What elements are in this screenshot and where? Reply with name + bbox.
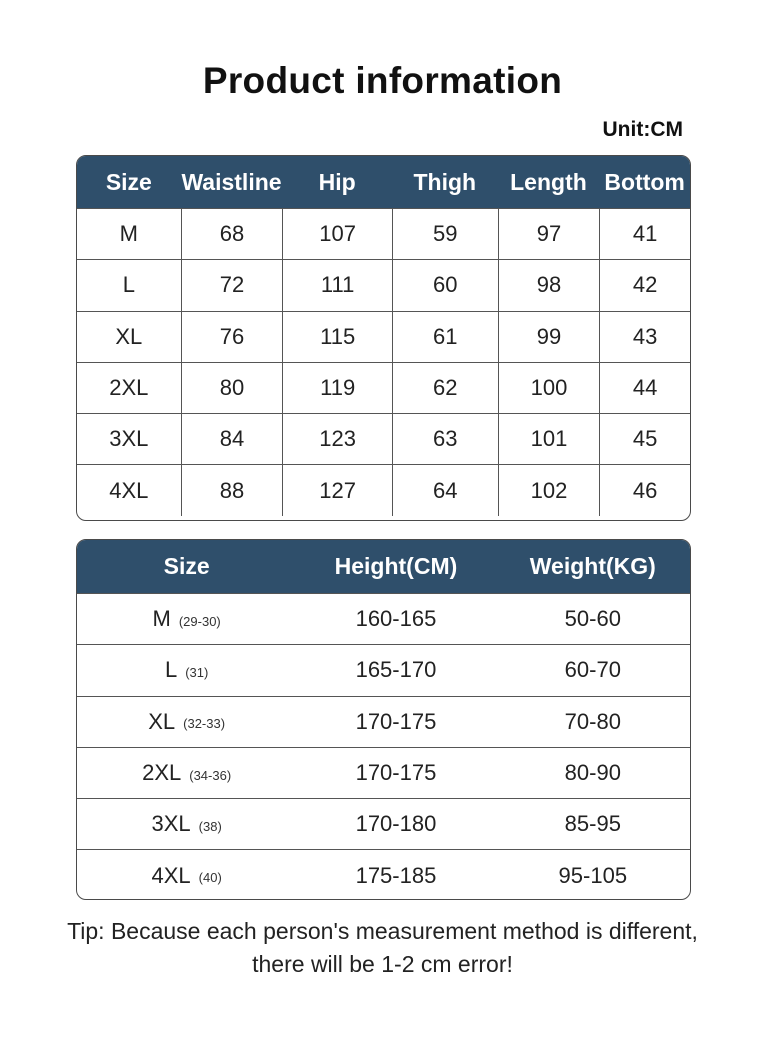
cell-size: 3XL (109, 426, 149, 452)
cell-length: 102 (498, 465, 600, 515)
table-row (77, 413, 690, 464)
cell-length: 100 (498, 363, 600, 413)
table-row (77, 747, 690, 798)
tip-line-2: there will be 1-2 cm error! (252, 951, 513, 977)
cell-height: 165-170 (355, 657, 437, 683)
size-note: (29-30) (178, 613, 221, 629)
cell-weight: 80-90 (564, 760, 621, 786)
size-label: XL (148, 708, 176, 734)
cell-weight: 95-105 (558, 862, 628, 888)
size-label: 2XL (142, 760, 182, 786)
header-thigh: Thigh (413, 168, 477, 195)
header-size: Size (105, 168, 152, 195)
size-label: 4XL (151, 862, 191, 888)
size-note: (40) (198, 870, 222, 886)
cell-size (77, 850, 296, 900)
cell-size: M (119, 221, 138, 247)
cell-weight: 70-80 (564, 708, 621, 734)
cell-weight: 85-95 (564, 811, 621, 837)
measurement-tip (0, 915, 765, 981)
cell-waistline: 76 (181, 312, 283, 362)
table-row (77, 696, 690, 747)
cell-height: 170-180 (355, 811, 437, 837)
tip-line-1: Tip: Because each person's measurement method is different, (67, 918, 698, 944)
unit-label: Unit:CM (602, 118, 683, 141)
cell-height: 170-175 (355, 760, 437, 786)
cell-thigh: 63 (392, 414, 498, 464)
table-row (77, 644, 690, 695)
cell-waistline: 72 (181, 260, 283, 310)
size-note: (32-33) (183, 716, 226, 732)
cell-bottom: 41 (599, 209, 690, 259)
table-row (77, 362, 690, 413)
cell-thigh: 59 (392, 209, 498, 259)
header-bottom: Bottom (604, 168, 685, 195)
size-note: (34-36) (189, 767, 232, 783)
cell-size: XL (115, 323, 143, 349)
cell-thigh: 61 (392, 312, 498, 362)
header-length: Length (510, 168, 587, 195)
size-label: L (164, 657, 178, 683)
cell-length: 101 (498, 414, 600, 464)
cell-hip: 123 (282, 414, 392, 464)
cell-size: L (122, 272, 135, 298)
table-row (77, 464, 690, 515)
cell-thigh: 64 (392, 465, 498, 515)
header-weight: Weight(KG) (529, 553, 656, 579)
cell-size: 4XL (109, 477, 149, 503)
size-label: 3XL (151, 811, 191, 837)
cell-waistline: 68 (181, 209, 283, 259)
cell-weight: 60-70 (564, 657, 621, 683)
cell-hip: 127 (282, 465, 392, 515)
size-note: (38) (198, 818, 222, 834)
cell-hip: 115 (282, 312, 392, 362)
cell-waistline: 88 (181, 465, 283, 515)
table-row (77, 849, 690, 900)
cell-length: 97 (498, 209, 600, 259)
cell-thigh: 60 (392, 260, 498, 310)
cell-hip: 107 (282, 209, 392, 259)
cell-size (77, 594, 296, 644)
header-size: Size (163, 553, 210, 579)
cell-size (77, 799, 296, 849)
cell-bottom: 43 (599, 312, 690, 362)
table-row (77, 208, 690, 259)
table-row (77, 798, 690, 849)
table-row (77, 311, 690, 362)
cell-height: 175-185 (355, 862, 437, 888)
cell-hip: 111 (282, 260, 392, 310)
cell-waistline: 80 (181, 363, 283, 413)
cell-size: 2XL (109, 375, 149, 401)
header-hip: Hip (318, 168, 356, 195)
cell-length: 98 (498, 260, 600, 310)
cell-weight: 50-60 (564, 606, 621, 632)
size-measurement-table (76, 155, 691, 521)
header-waistline: Waistline (181, 168, 282, 195)
fit-guide-table (76, 539, 691, 900)
cell-size (77, 748, 296, 798)
cell-bottom: 45 (599, 414, 690, 464)
cell-size (77, 645, 296, 695)
size-note: (31) (185, 664, 209, 680)
size-label: M (152, 606, 171, 632)
cell-bottom: 42 (599, 260, 690, 310)
table-row (77, 259, 690, 310)
cell-hip: 119 (282, 363, 392, 413)
cell-bottom: 44 (599, 363, 690, 413)
size-table-header (77, 156, 690, 208)
cell-bottom: 46 (599, 465, 690, 515)
cell-height: 170-175 (355, 708, 437, 734)
table-row (77, 593, 690, 644)
fit-table-header (77, 540, 690, 593)
page-title: Product information (202, 60, 563, 101)
cell-waistline: 84 (181, 414, 283, 464)
cell-height: 160-165 (355, 606, 437, 632)
cell-length: 99 (498, 312, 600, 362)
cell-size (77, 697, 296, 747)
cell-thigh: 62 (392, 363, 498, 413)
header-height: Height(CM) (334, 553, 458, 579)
